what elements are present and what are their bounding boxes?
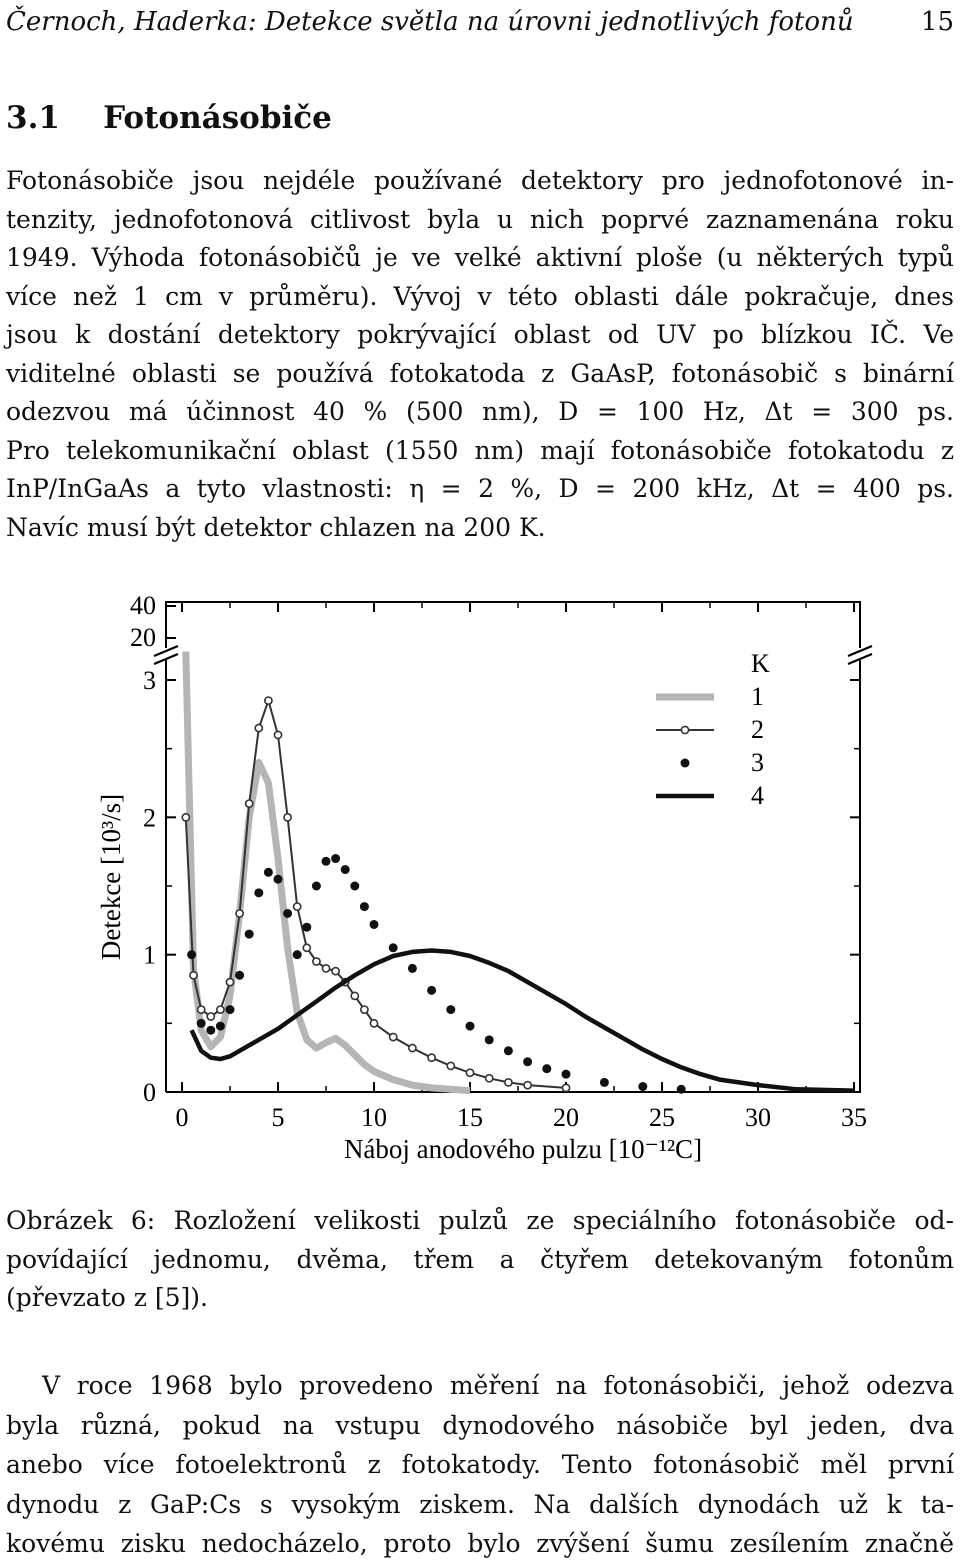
y-tick-label: 0: [143, 1078, 156, 1107]
x-tick-label: 0: [175, 1103, 189, 1132]
data-point: [409, 1044, 416, 1051]
x-axis-label: Náboj anodového pulzu [10⁻¹²C]: [343, 1134, 703, 1164]
text-line: Pro telekomunikační oblast (1550 nm) mají fotonásobiče fotokatodu z: [6, 435, 954, 465]
data-point: [341, 865, 350, 874]
text-line: dynodu z GaP:Cs s vysokým ziskem. Na dalších dynodách už k ta-: [6, 1489, 954, 1519]
data-point: [302, 923, 311, 932]
data-point: [408, 964, 417, 973]
series-line: [186, 652, 470, 1091]
y-break-label: 20: [130, 623, 156, 652]
page-number: 15: [920, 7, 954, 37]
data-point: [206, 1026, 215, 1035]
data-point: [274, 875, 283, 884]
text-line: více než 1 cm v průměru). Vývoj v této oblasti dále pokračuje, dnes: [6, 281, 954, 311]
data-point: [351, 992, 358, 999]
figure-caption: [6, 1202, 954, 1318]
pulse-height-chart: [96, 590, 886, 1170]
data-point: [274, 731, 281, 738]
data-point: [523, 1057, 532, 1066]
data-point: [466, 1022, 475, 1031]
data-point: [293, 950, 302, 959]
x-tick-label: 30: [745, 1103, 771, 1132]
data-point: [370, 920, 379, 929]
legend-marker: [681, 726, 688, 733]
data-point: [562, 1070, 571, 1079]
data-point: [466, 1069, 473, 1076]
data-point: [236, 910, 243, 917]
data-point: [245, 930, 254, 939]
series-2: [182, 697, 569, 1091]
data-point: [254, 888, 263, 897]
data-point: [216, 1022, 225, 1031]
data-point: [361, 1006, 368, 1013]
data-point: [312, 882, 321, 891]
caption-line: (převzato z [5]).: [6, 1283, 208, 1312]
data-point: [197, 1019, 206, 1028]
data-point: [600, 1078, 609, 1087]
running-title: Černoch, Haderka: Detekce světla na úrovni jednotlivých fotonů: [6, 7, 854, 37]
data-point: [303, 944, 310, 951]
section-title: Fotonásobiče: [103, 100, 332, 136]
legend-label: 2: [751, 715, 764, 744]
data-point: [235, 971, 244, 980]
text-line: odezvou má účinnost 40 % (500 nm), D = 100 Hz, Δt = 300 ps.: [6, 397, 954, 426]
legend-label: 1: [751, 682, 764, 711]
data-point: [255, 724, 262, 731]
data-point: [562, 1084, 569, 1091]
data-point: [389, 943, 398, 952]
data-point: [350, 882, 359, 891]
y-axis-label: Detekce [10³/s]: [96, 793, 126, 961]
data-point: [677, 1085, 686, 1094]
data-point: [428, 1054, 435, 1061]
section-number: 3.1: [6, 100, 60, 136]
data-point: [313, 958, 320, 965]
text-line: Navíc musí být detektor chlazen na 200 K.: [6, 512, 546, 542]
data-point: [331, 854, 340, 863]
data-point: [217, 1006, 224, 1013]
data-point: [370, 1020, 377, 1027]
legend-item-2: [656, 715, 764, 744]
legend-item-1: [656, 682, 764, 711]
section-heading: [6, 98, 332, 138]
data-point: [284, 814, 291, 821]
data-point: [446, 1005, 455, 1014]
data-point: [322, 965, 329, 972]
data-point: [505, 1079, 512, 1086]
caption-line: povídající jednomu, dvěma, třem a čtyřem detekovaným fotonům: [6, 1244, 954, 1274]
data-point: [283, 909, 292, 918]
y-tick-label: 2: [143, 803, 156, 833]
text-line: InP/InGaAs a tyto vlastnosti: η = 2 %, D = 200 kHz, Δt = 400 ps.: [6, 474, 954, 503]
data-point: [294, 903, 301, 910]
data-point: [264, 868, 273, 877]
text-line: kovému zisku nedocházelo, proto bylo zvýšení šumu zesílením značně: [6, 1529, 954, 1558]
data-point: [485, 1035, 494, 1044]
data-point: [447, 1062, 454, 1069]
running-header: [6, 4, 954, 40]
y-break-label: 40: [130, 591, 156, 620]
series-3: [187, 854, 686, 1094]
data-point: [542, 1064, 551, 1073]
data-point: [226, 1005, 235, 1014]
text-line: viditelné oblasti se používá fotokatoda z GaAsP, fotonásobič s binární: [6, 358, 954, 388]
text-line: anebo více fotoelektronů z fotokatody. Tento fotonásobič měl první: [6, 1450, 954, 1479]
legend-marker: [681, 759, 690, 768]
data-point: [524, 1082, 531, 1089]
data-point: [198, 1006, 205, 1013]
y-tick-label: 1: [143, 940, 156, 970]
text-line: jsou k dostání detektory pokrývající oblast od UV po blízkou IČ. Ve: [6, 320, 954, 349]
x-tick-label: 20: [553, 1103, 579, 1132]
text-line: V roce 1968 bylo provedeno měření na fotonásobiči, jehož odezva: [42, 1371, 954, 1400]
data-point: [390, 1033, 397, 1040]
data-point: [332, 968, 339, 975]
data-point: [504, 1046, 513, 1055]
data-point: [182, 814, 189, 821]
text-line: Fotonásobiče jsou nejdéle používané detektory pro jednofotonové in-: [6, 166, 954, 195]
x-tick-label: 15: [457, 1103, 483, 1132]
data-point: [265, 697, 272, 704]
x-tick-label: 25: [649, 1103, 675, 1132]
caption-line: Obrázek 6: Rozložení velikosti pulzů ze speciálního fotonásobiče od-: [6, 1206, 954, 1235]
data-point: [638, 1082, 647, 1091]
data-point: [190, 972, 197, 979]
text-line: tenzity, jednofotonová citlivost byla u nich poprvé zaznamenána roku: [6, 204, 954, 234]
legend-label: 4: [751, 781, 764, 810]
data-point: [322, 857, 331, 866]
legend-title: K: [751, 649, 770, 678]
text-line: byla různá, pokud na vstupu dynodového násobiče byl jeden, dva: [6, 1410, 954, 1440]
paragraph-photomultipliers: [6, 162, 954, 547]
text-line: 1949. Výhoda fotonásobičů je ve velké aktivní ploše (u některých typů: [6, 243, 954, 272]
data-point: [226, 979, 233, 986]
legend-item-4: [656, 781, 764, 810]
data-point: [187, 950, 196, 959]
x-tick-label: 5: [271, 1103, 285, 1132]
data-point: [360, 902, 369, 911]
data-point: [427, 986, 436, 995]
figure-pulse-height-distribution: [96, 590, 886, 1170]
data-point: [207, 1013, 214, 1020]
paragraph-1968-measurement: [6, 1366, 954, 1564]
y-tick-label: 3: [143, 666, 156, 695]
x-tick-label: 35: [841, 1103, 867, 1132]
data-point: [486, 1075, 493, 1082]
data-point: [246, 800, 253, 807]
x-tick-label: 10: [361, 1103, 387, 1132]
legend-label: 3: [751, 748, 764, 777]
series-1: [186, 652, 470, 1091]
legend-item-3: [681, 748, 765, 777]
